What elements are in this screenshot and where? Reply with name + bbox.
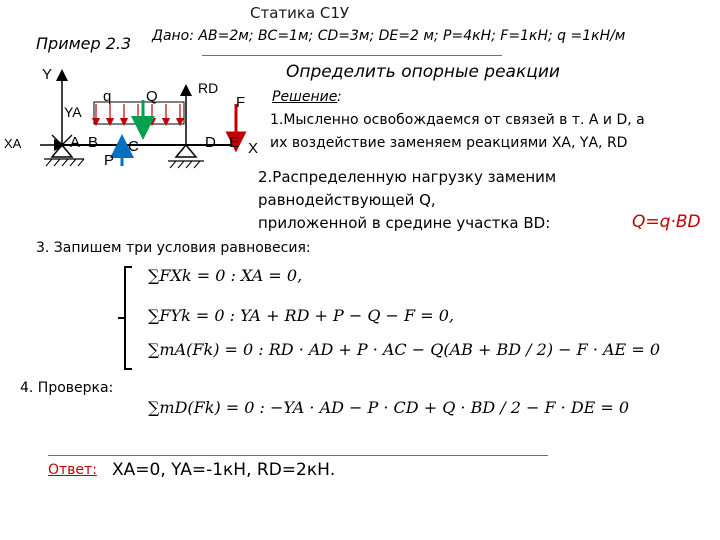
bracket-mid-tick <box>118 317 124 319</box>
page-title: Статика С1У <box>250 4 350 22</box>
label-p: P <box>104 152 115 169</box>
step2-line2: равнодействующей Q, <box>258 191 436 209</box>
step4-heading: 4. Проверка: <box>20 380 114 396</box>
step2-line3: приложенной в средине участка BD: <box>258 214 551 232</box>
label-c: C <box>128 138 139 155</box>
bracket-top-tick <box>124 266 132 268</box>
step2-line1: 2.Распределенную нагрузку заменим <box>258 168 557 186</box>
label-b: B <box>88 134 99 151</box>
load-arrows <box>96 104 180 122</box>
example-label: Пример 2.3 <box>36 34 132 53</box>
answer-label: Ответ: <box>48 462 97 478</box>
equation-sum-fy: ∑FYk = 0 : YA + RD + P − Q − F = 0, <box>148 306 454 325</box>
solution-heading: Решение <box>272 89 338 105</box>
distributed-load <box>94 102 184 124</box>
step3-heading: 3. Запишем три условия равновесия: <box>36 240 311 256</box>
solution-colon: : <box>337 89 342 105</box>
pin-a <box>52 145 72 157</box>
q-formula: Q=q·BD <box>632 212 701 232</box>
label-rd: RD <box>198 80 219 96</box>
equation-moment-a: ∑mA(Fk) = 0 : RD · AD + P · AC − Q(AB + BD / 2) − F · AE = 0 <box>148 340 660 359</box>
label-q-load: q <box>103 88 112 105</box>
ground-d-hatch <box>170 161 200 168</box>
label-q-resultant: Q <box>146 88 158 105</box>
step1-line1: 1.Мысленно освобождаемся от связей в т. А и D, а <box>270 112 645 128</box>
label-x-axis: X <box>248 140 259 157</box>
task-statement: Определить опорные реакции <box>286 62 560 82</box>
label-y-axis: Y <box>42 66 53 83</box>
label-ya: YA <box>64 104 82 120</box>
given-data: Дано: АВ=2м; ВС=1м; CD=3м; DE=2 м; Р=4кН; F=1кН; q =1кН/м <box>152 28 626 44</box>
step1-line2: их воздействие заменяем реакциями ХА, YА, RD <box>270 135 628 151</box>
label-d: D <box>205 134 216 151</box>
answer-divider <box>48 455 548 456</box>
label-xa: XA <box>4 136 22 151</box>
bracket-bottom-tick <box>124 368 132 370</box>
answer-text: ХA=0, YA=-1кН, RD=2кН. <box>112 460 336 480</box>
pin-d <box>176 145 196 157</box>
label-e: E <box>229 134 240 151</box>
equation-sum-fx: ∑FXk = 0 : XA = 0, <box>148 266 303 285</box>
label-a: A <box>70 134 81 151</box>
label-f: F <box>236 94 246 111</box>
equation-moment-d: ∑mD(Fk) = 0 : −YA · AD − P · CD + Q · BD / 2 − F · DE = 0 <box>148 398 630 417</box>
divider-line <box>202 55 502 56</box>
system-bracket <box>124 266 126 370</box>
ground-a-hatch <box>46 159 84 166</box>
